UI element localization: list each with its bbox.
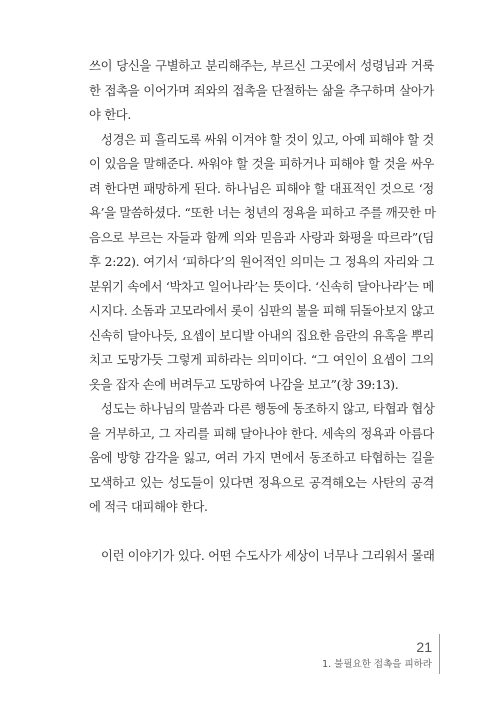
paragraph-spacer <box>89 520 434 545</box>
paragraph <box>89 128 434 398</box>
footer-divider <box>439 634 440 674</box>
text-line: 음으로 부르는 자들과 함께 의와 믿음과 사랑과 화평을 따르라”(딤 <box>89 230 434 245</box>
text-line: 모색하고 있는 성도들이 있다면 정욕으로 공격해오는 사탄의 공격 <box>89 475 434 490</box>
text-line: 옷을 잡자 손에 버려두고 도망하여 나감을 보고”(창 39:13). <box>89 377 399 392</box>
text-line: 쓰이 당신을 구별하고 분리해주는, 부르신 그곳에서 성령님과 거룩 <box>89 59 434 73</box>
text-line: 성경은 피 흘리도록 싸워 이겨야 할 것이 있고, 아예 피해야 할 것 <box>101 132 434 147</box>
text-line: 치고 도망가듯 그렇게 피하라는 의미이다. “그 여인이 요셉이 그의 <box>89 353 434 367</box>
text-line: 분위기 속에서 ‘박차고 일어나라’는 뜻이다. ‘신속히 달아나라’는 메 <box>89 279 434 294</box>
paragraph <box>89 544 434 569</box>
text-line: 을 거부하고, 그 자리를 피해 달아나야 한다. 세속의 정욕과 아름다 <box>89 426 434 441</box>
text-line: 야 한다. <box>89 108 131 122</box>
text-line: 에 적극 대피해야 한다. <box>89 500 208 514</box>
text-line: 려 한다면 패망하게 된다. 하나님은 피해야 할 대표적인 것으로 ‘정 <box>89 181 434 196</box>
page-footer <box>322 638 432 672</box>
text-line: 성도는 하나님의 말씀과 다른 행동에 동조하지 않고, 타협과 협상 <box>101 402 435 416</box>
text-line: 이런 이야기가 있다. 어떤 수도사가 세상이 너무나 그리워서 몰래 <box>101 549 435 563</box>
chapter-title: 1. 불필요한 접촉을 피하라 <box>322 659 432 670</box>
page-number: 21 <box>416 639 432 655</box>
text-line: 움에 방향 감각을 잃고, 여러 가지 면에서 동조하고 타협하는 길을 <box>89 451 434 465</box>
text-line: 시지다. 소돔과 고모라에서 롯이 심판의 불을 피해 뒤돌아보지 않고 <box>89 304 435 318</box>
body-text <box>89 54 434 569</box>
paragraph <box>89 397 434 520</box>
paragraph <box>89 54 434 128</box>
text-line: 한 접촉을 이어가며 죄와의 접촉을 단절하는 삶을 추구하며 살아가 <box>89 83 434 98</box>
text-line: 신속히 달아나듯, 요셉이 보디발 아내의 집요한 음란의 유혹을 뿌리 <box>89 328 435 343</box>
text-line: 욕’을 말씀하셨다. “또한 너는 청년의 정욕을 피하고 주를 깨끗한 마 <box>89 206 436 220</box>
text-line: 후 2:22). 여기서 ‘피하다’의 원어적인 의미는 그 정욕의 자리와 그 <box>89 255 434 269</box>
text-line: 이 있음을 말해준다. 싸워야 할 것을 피하거나 피해야 할 것을 싸우 <box>89 157 434 171</box>
